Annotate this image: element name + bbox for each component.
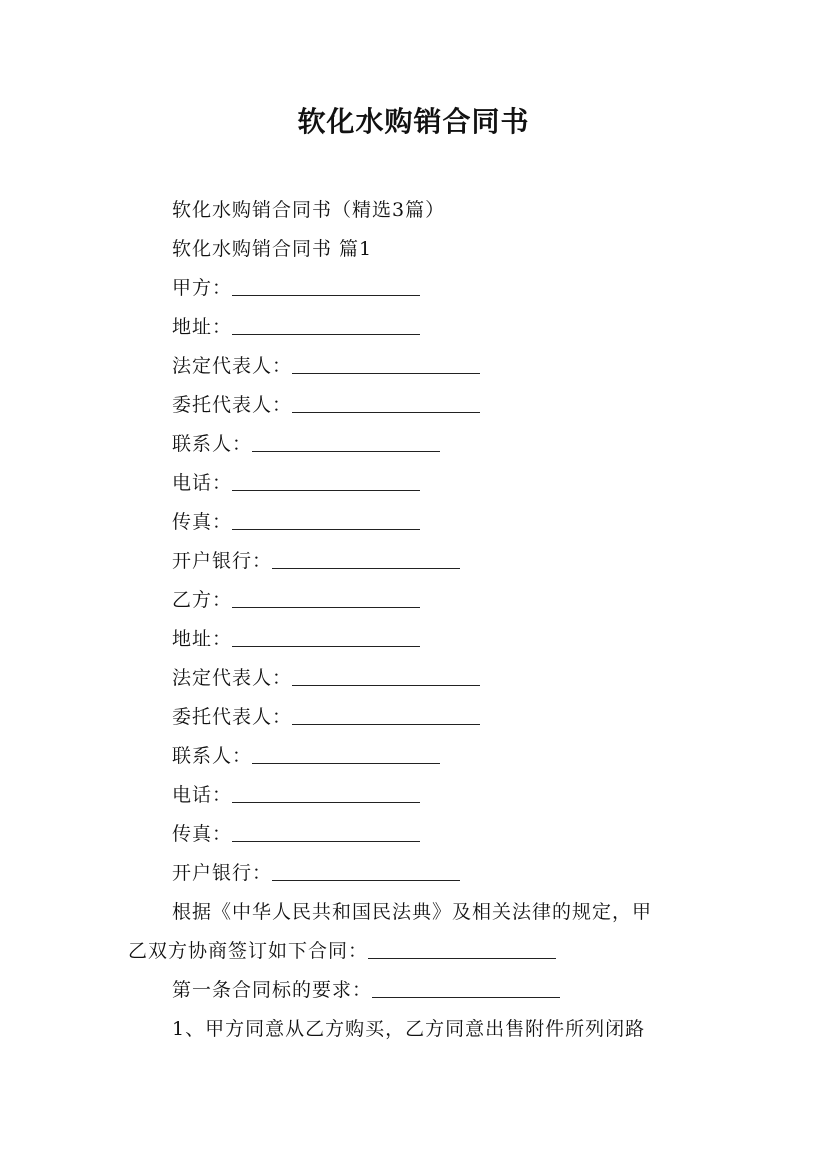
party-a-agent-field (172, 392, 480, 418)
section-heading: 软化水购销合同书 篇1 (172, 238, 373, 260)
party-a-address-label: 地址： (172, 316, 233, 338)
party-b-bank-field (172, 860, 460, 886)
party-a-fax-blank[interactable] (232, 511, 420, 530)
paragraph-1-line-1: 根据《中华人民共和国民法典》及相关法律的规定，甲 (172, 901, 653, 923)
party-b-fax-field (172, 821, 420, 847)
party-b-agent-blank[interactable] (292, 706, 480, 725)
article-1 (172, 977, 560, 1003)
party-b-contact-label: 联系人： (172, 745, 253, 767)
party-a-legal-rep-field (172, 353, 480, 379)
document-title: 软化水购销合同书 (297, 105, 530, 138)
article-1-blank[interactable] (372, 979, 560, 998)
paragraph-1-line-2 (128, 938, 556, 964)
party-b-contact-field (172, 743, 440, 769)
party-a-address-field (172, 314, 420, 340)
party-a-legal-rep-label: 法定代表人： (172, 355, 293, 377)
party-a-bank-label: 开户银行： (172, 550, 273, 572)
party-a-fax-label: 传真： (172, 511, 233, 533)
party-a-bank-field (172, 548, 460, 574)
party-b-legal-rep-blank[interactable] (292, 667, 480, 686)
party-b-agent-field (172, 704, 480, 730)
party-b-bank-blank[interactable] (272, 862, 460, 881)
party-a-contact-field (172, 431, 440, 457)
party-b-phone-label: 电话： (172, 784, 233, 806)
party-a-agent-blank[interactable] (292, 394, 480, 413)
party-b-phone-blank[interactable] (232, 784, 420, 803)
party-a-field (172, 275, 420, 301)
party-a-contact-label: 联系人： (172, 433, 253, 455)
party-a-agent-label: 委托代表人： (172, 394, 293, 416)
party-b-address-field (172, 626, 420, 652)
party-a-contact-blank[interactable] (252, 433, 440, 452)
party-a-blank[interactable] (232, 277, 420, 296)
article-1-text: 第一条合同标的要求： (172, 979, 373, 1001)
party-b-blank[interactable] (232, 589, 420, 608)
party-a-bank-blank[interactable] (272, 550, 460, 569)
party-a-phone-blank[interactable] (232, 472, 420, 491)
party-b-bank-label: 开户银行： (172, 862, 273, 884)
party-a-address-blank[interactable] (232, 316, 420, 335)
party-b-legal-rep-field (172, 665, 480, 691)
party-b-phone-field (172, 782, 420, 808)
party-b-label: 乙方： (172, 589, 233, 611)
clause-1: 1、甲方同意从乙方购买，乙方同意出售附件所列闭路 (172, 1018, 646, 1040)
party-a-label: 甲方： (172, 277, 233, 299)
party-a-phone-field (172, 470, 420, 496)
party-b-field (172, 587, 420, 613)
party-b-fax-blank[interactable] (232, 823, 420, 842)
party-b-fax-label: 传真： (172, 823, 233, 845)
party-a-legal-rep-blank[interactable] (292, 355, 480, 374)
party-a-phone-label: 电话： (172, 472, 233, 494)
document-subtitle: 软化水购销合同书（精选3篇） (172, 199, 446, 221)
party-b-contact-blank[interactable] (252, 745, 440, 764)
party-b-agent-label: 委托代表人： (172, 706, 293, 728)
party-b-address-blank[interactable] (232, 628, 420, 647)
party-a-fax-field (172, 509, 420, 535)
party-b-address-label: 地址： (172, 628, 233, 650)
paragraph-1-line-2-text: 乙双方协商签订如下合同： (128, 940, 369, 962)
party-b-legal-rep-label: 法定代表人： (172, 667, 293, 689)
paragraph-1-blank[interactable] (368, 940, 556, 959)
